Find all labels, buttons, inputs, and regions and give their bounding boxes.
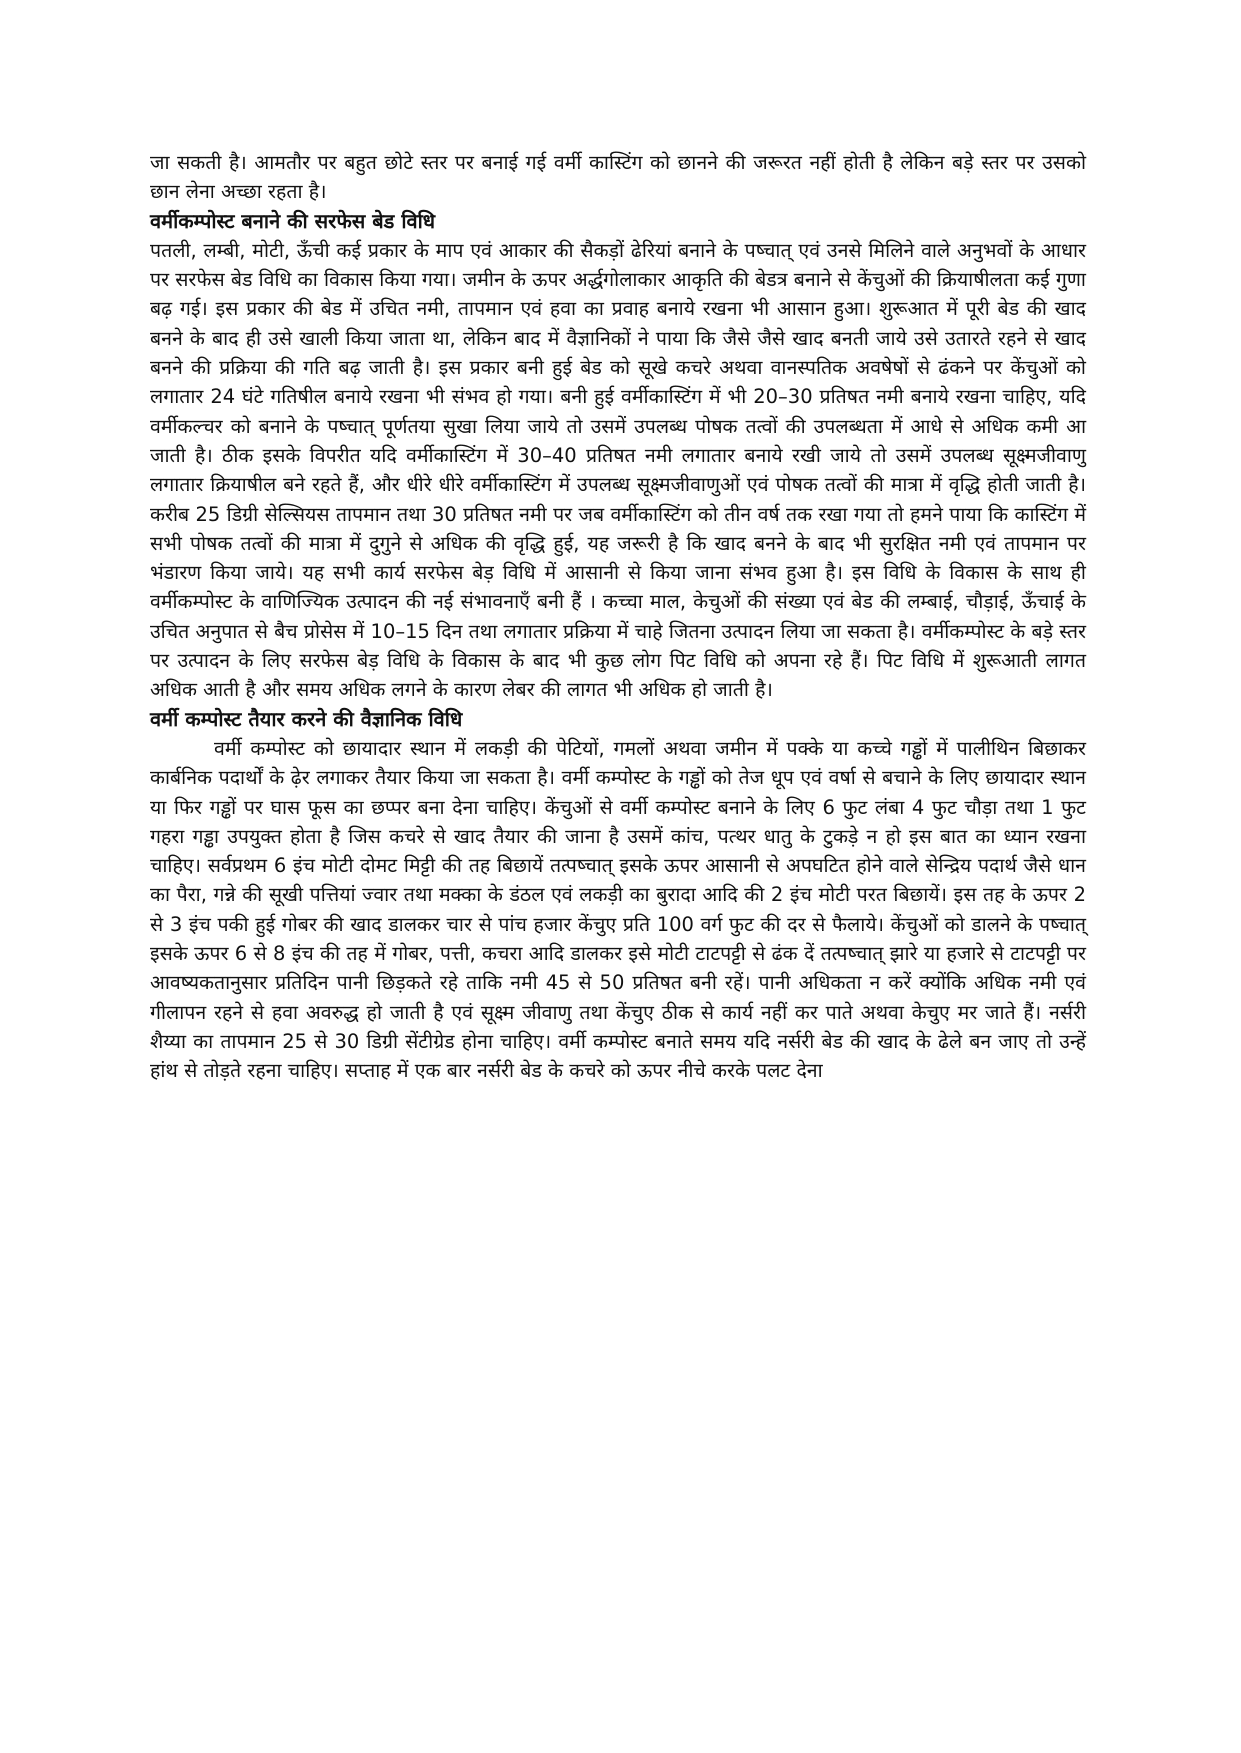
section-heading-surface-bed: वर्मीकम्पोस्ट बनाने की सरफेस बेड विधि (150, 208, 436, 233)
paragraph-surface-bed-method: पतली, लम्बी, मोटी, ऊँची कई प्रकार के माप एवं आकार की सैकड़ों ढेरियां बनाने के पष्चात् एवं उनसे मिलिने वाले अनुभवों के आधार पर सरफेस बेड विधि का विकास किया गया। जमीन के ऊपर अर्द्धगोलाकार आकृति की बेडत्र बनाने से केंचुओं की क्रियाषीलता कई गुणा बढ़ गई। इस प्रकार की बेड में उचित नमी, तापमान एवं हवा का प्रवाह बनाये रखना भी आसान हुआ। शुरूआत में पूरी बेड की खाद बनने के बाद ही उसे खाली किया जाता था, लेकिन बाद में वैज्ञानिकों ने पाया कि जैसे जैसे खाद बनती जाये उसे उतारते रहने से खाद बनने की प्रक्रिया की गति बढ़ जाती है। इस प्रकार बनी हुई बेड को सूखे कचरे अथवा वानस्पतिक अवषेषों से ढंकने पर केंचुओं को लगातार 24 घंटे गतिषील बनाये रखना भी संभव हो गया। बनी हुई वर्मीकास्टिंग में भी 20–30 प्रतिषत नमी बनाये रखना चाहिए, यदि वर्मीकल्चर को बनाने के पष्चात् पूर्णतया सुखा लिया जाये तो उसमें उपलब्ध पोषक तत्वों की उपलब्धता में आधे से अधिक कमी आ जाती है। ठीक इसके विपरीत यदि वर्मीकास्टिंग में 30–40 प्रतिषत नमी लगातार बनाये रखी जाये तो उसमें उपलब्ध सूक्ष्मजीवाणु लगातार क्रियाषील बने रहते हैं, और धीरे धीरे वर्मीकास्टिंग में उपलब्ध सूक्ष्मजीवाणुओं एवं पोषक तत्वों की मात्रा में वृद्धि होती जाती है। करीब 25 डिग्री सेल्सियस तापमान तथा 30 प्रतिषत नमी पर जब वर्मीकास्टिंग को तीन वर्ष तक रखा गया तो हमने पाया कि कास्टिंग में सभी पोषक तत्वों की मात्रा में दुगुने से अधिक की वृद्धि हुई, यह जरूरी है कि खाद बनने के बाद भी सुरक्षित नमी एवं तापमान पर भंडारण किया जाये। यह सभी कार्य सरफेस बेड़ विधि में आसानी से किया जाना संभव हुआ है। इस विधि के विकास के साथ ही वर्मीकम्पोस्ट के वाणिज्यिक उत्पादन की नई संभावनाएँ बनी हैं । कच्चा माल, केचुओं की संख्या एवं बेड की लम्बाई, चौड़ाई, ऊँचाई के उचित अनुपात से बैच प्रोसेस में 10–15 दिन तथा लगातार प्रक्रिया में चाहे जितना उत्पादन लिया जा सकता है। वर्मीकम्पोस्ट के बड़े स्तर पर उत्पादन के लिए सरफेस बेड़ विधि के विकास के बाद भी कुछ लोग पिट विधि को अपना रहे हैं। पिट विधि में शुरूआती लागत अधिक आती है और समय अधिक लगने के कारण लेबर की लागत भी अधिक हो जाती है। (150, 238, 1087, 702)
paragraph-continuation: जा सकती है। आमतौर पर बहुत छोटे स्तर पर बनाई गई वर्मी कास्टिंग को छानने की जरूरत नहीं होती है लेकिन बड़े स्तर पर उसको छान लेना अच्छा रहता है। (150, 151, 1086, 204)
paragraph-scientific-method: वर्मी कम्पोस्ट को छायादार स्थान में लकड़ी की पेटियों, गमलों अथवा जमीन में पक्के या कच्चे गड्ढों में पालीथिन बिछाकर कार्बनिक पदार्थों के ढ़ेर लगाकर तैयार किया जा सकता है। वर्मी कम्पोस्ट के गड्ढों को तेज धूप एवं वर्षा से बचाने के लिए छायादार स्थान या फिर गड्ढों पर घास फूस का छप्पर बना देना चाहिए। केंचुओं से वर्मी कम्पोस्ट बनाने के लिए 6 फुट लंबा 4 फुट चौड़ा तथा 1 फुट गहरा गड्ढा उपयुक्त होता है जिस कचरे से खाद तैयार की जाना है उसमें कांच, पत्थर धातु के टुकड़े न हो इस बात का ध्यान रखना चाहिए। सर्वप्रथम 6 इंच मोटी दोमट मिट्टी की तह बिछायें तत्पष्चात् इसके ऊपर आसानी से अपघटित होने वाले सेन्द्रिय पदार्थ जैसे धान का पैरा, गन्ने की सूखी पत्तियां ज्वार तथा मक्का के डंठल एवं लकड़ी का बुरादा आदि की 2 इंच मोटी परत बिछायें। इस तह के ऊपर 2 से 3 इंच पकी हुई गोबर की खाद डालकर चार से पांच हजार केंचुए प्रति 100 वर्ग फुट की दर से फैलाये। केंचुओं को डालने के पष्चात् इसके ऊपर 6 से 8 इंच की तह में गोबर, पत्ती, कचरा आदि डालकर इसे मोटी टाटपट्टी से ढंक दें तत्पष्चात् झारे या हजारे से टाटपट्टी पर आवष्यकतानुसार प्रतिदिन पानी छिड़कते रहे ताकि नमी 45 से 50 प्रतिषत बनी रहें। पानी अधिकता न करें क्योंकि अधिक नमी एवं गीलापन रहने से हवा अवरुद्ध हो जाती है एवं सूक्ष्म जीवाणु तथा केंचुए ठीक से कार्य नहीं कर पाते अथवा केचुए मर जाते हैं। नर्सरी शैय्या का तापमान 25 से 30 डिग्री सेंटीग्रेड होना चाहिए। वर्मी कम्पोस्ट बनाते समय यदि नर्सरी बेड की खाद के ढेले बन जाए तो उन्हें हांथ से तोड़ते रहना चाहिए। सप्ताह में एक बार नर्सरी बेड के कचरे को ऊपर नीचे करके पलट देना (150, 736, 1086, 1083)
document-page (150, 148, 1086, 1086)
section-heading-scientific-method: वर्मी कम्पोस्ट तैयार करने की वैज्ञानिक विधि (150, 706, 463, 731)
